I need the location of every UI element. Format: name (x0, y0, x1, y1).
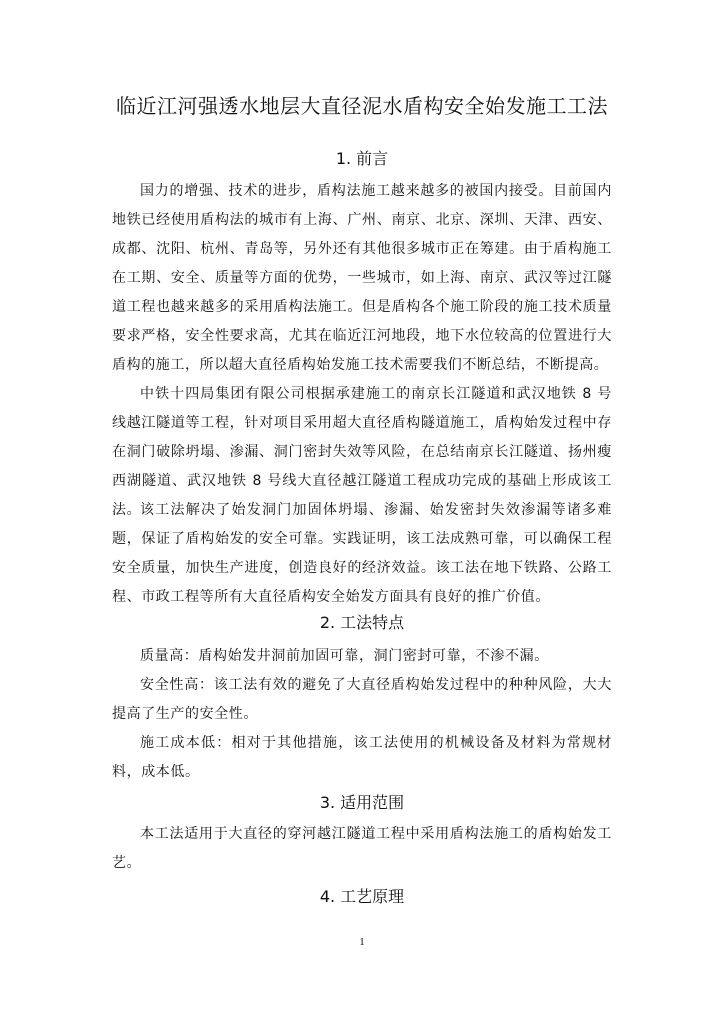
document-title: 临近江河强透水地层大直径泥水盾构安全始发施工工法 (116, 94, 608, 118)
page-number: 1 (359, 936, 365, 948)
preface-paragraph-1: 国力的增强、技术的进步，盾构法施工越来越多的被国内接受。目前国内地铁已经使用盾构法的城市有上海、广州、南京、北京、深圳、天津、西安、成都、沈阳、杭州、青岛等，另外还有其他很多城市正在筹建。由于盾构施工在工期、安全、质量等方面的优势，一些城市，如上海、南京、武汉等过江隧道工程也越来越多的采用盾构法施工。但是盾构各个施工阶段的施工技术质量要求严格，安全性要求高，尤其在临近江河地段，地下水位较高的位置进行大盾构的施工，所以超大直径盾构始发施工技术需要我们不断总结，不断提高。 (112, 183, 612, 373)
feature-quality: 质量高：盾构始发井洞前加固可靠，洞门密封可靠，不渗不漏。 (140, 648, 549, 664)
section-heading-scope: 3. 适用范围 (319, 793, 405, 812)
preface-paragraph-2: 中铁十四局集团有限公司根据承建施工的南京长江隧道和武汉地铁 8 号线越江隧道等工程，针对项目采用超大直径盾构隧道施工，盾构始发过程中存在洞门破除坍塌、渗漏、洞门密封失效等风险，在总结南京长江隧道、扬州瘦西湖隧道、武汉地铁 8 号线大直径越江隧道工程成功完成的基础上形成该工法。 (112, 386, 612, 518)
section-heading-principle: 4. 工艺原理 (319, 887, 405, 906)
section-heading-features: 2. 工法特点 (319, 613, 405, 632)
scope-paragraph: 本工法适用于大直径的穿河越江隧道工程中采用盾构法施工的盾构始发工艺。 (112, 826, 612, 871)
feature-safety: 安全性高：该工法有效的避免了大直径盾构始发过程中的种种风险，大大提高了生产的安全性。 (112, 677, 612, 722)
feature-cost: 施工成本低：相对于其他措施，该工法使用的机械设备及材料为常规材料，成本低。 (112, 735, 612, 780)
preface-paragraph-3: 该工法解决了始发洞门加固体坍塌、渗漏、始发密封失效渗漏等诸多难题，保证了盾构始发的安全可靠。实践证明，该工法成熟可靠，可以确保工程安全质量，加快生产进度，创造良好的经济效益。该工法在地下铁路、公路工程、市政工程等所有大直径盾构安全始发方面具有良好的推广价值。 (112, 502, 612, 605)
section-heading-preface: 1. 前言 (335, 149, 389, 168)
